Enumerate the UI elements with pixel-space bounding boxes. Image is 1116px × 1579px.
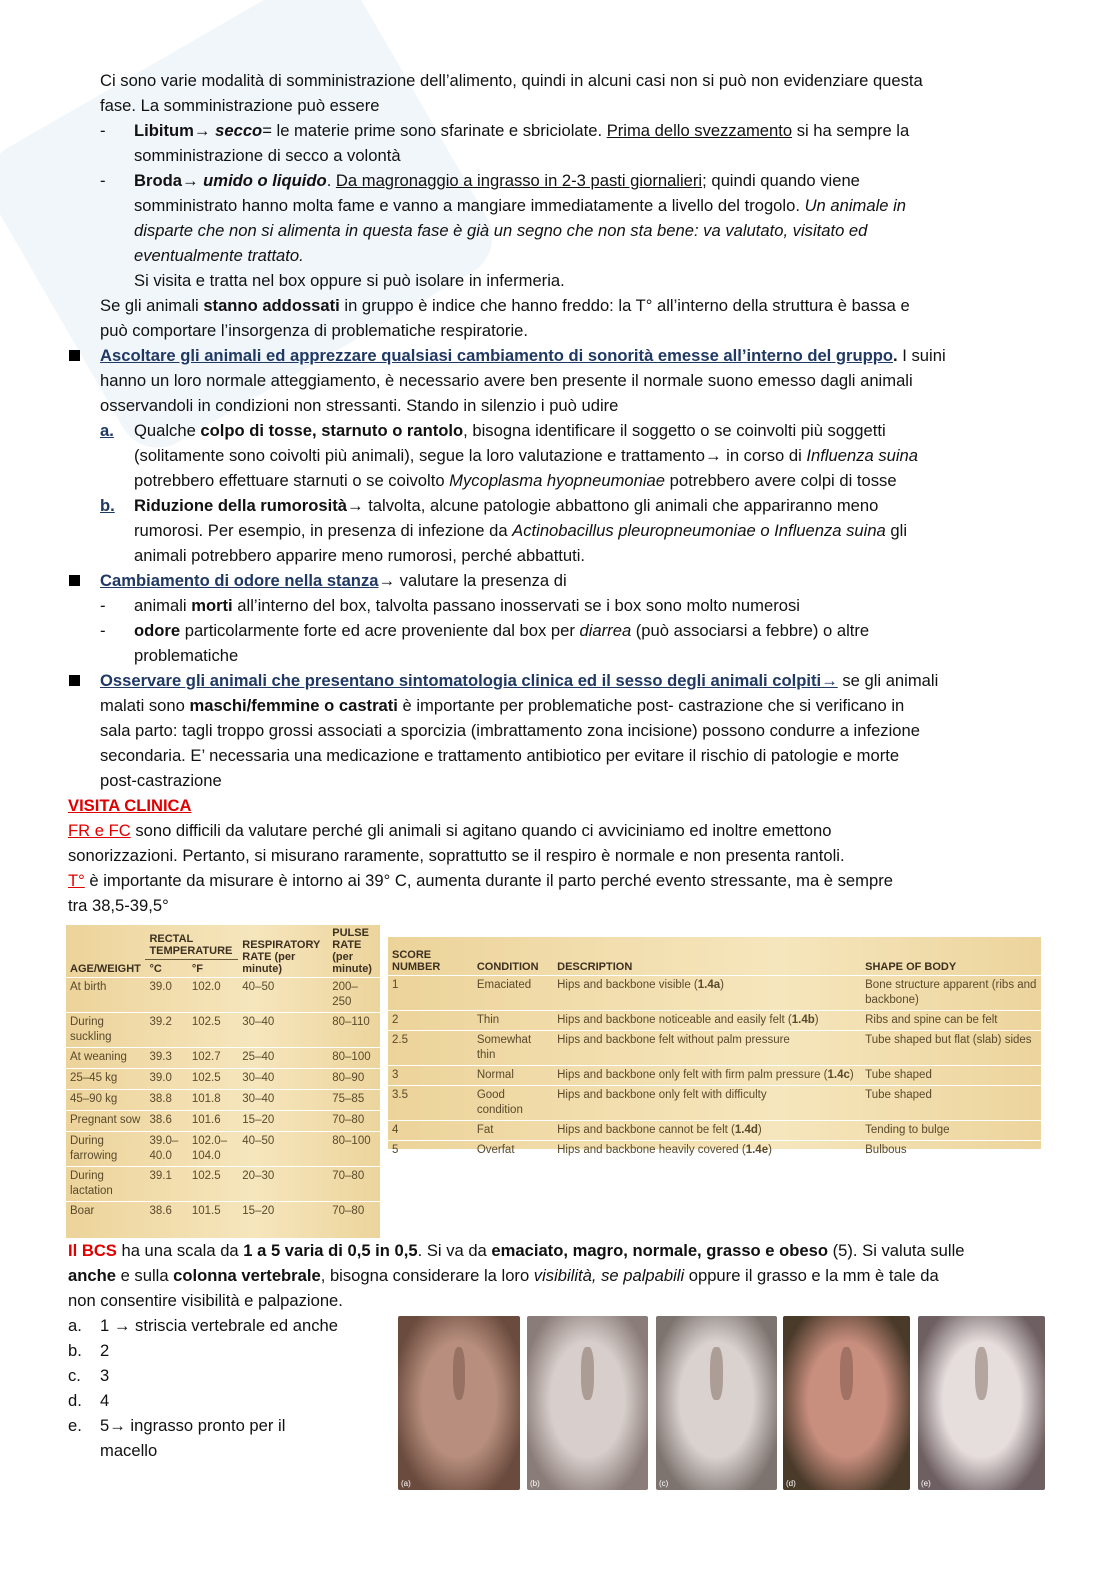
text-run: → talvolta, alcune patologie abbattono gli animali che appariranno meno — [346, 496, 879, 515]
table-cell: 39.3 — [145, 1048, 187, 1069]
text-run: rumorosi. Per esempio, in presenza di infezione da — [134, 521, 513, 540]
text-run: I suini — [897, 346, 946, 365]
table-cell: 80–100 — [328, 1048, 380, 1069]
text-line — [68, 818, 831, 843]
text-run: fase. La somministrazione può essere — [100, 96, 380, 115]
text-run: Actinobacillus pleuropneumoniae o Influenza suina — [512, 521, 886, 540]
table-cell: 38.6 — [145, 1111, 187, 1132]
tail-shape — [453, 1347, 465, 1399]
text-run: Si visita e tratta nel box oppure si può isolare in infermeria. — [134, 271, 565, 290]
text-run: somministrato hanno molta fame e vanno a mangiare immediatamente a livello del trogolo. — [134, 196, 805, 215]
text-run: disparte che non si alimenta in questa fase è già un segno che non sta bene: va valutato, visitato ed — [134, 221, 868, 240]
text-run: VISITA CLINICA — [68, 796, 192, 815]
table-cell: Bone structure apparent (ribs and backbone) — [861, 976, 1041, 1011]
text-line — [100, 1313, 338, 1338]
list-marker: a. — [100, 421, 114, 440]
text-line — [134, 643, 238, 668]
text-run: 5→ ingrasso pronto per il — [100, 1416, 286, 1435]
table-cell: Ribs and spine can be felt — [861, 1011, 1041, 1031]
text-run: ha una scala da — [116, 1241, 244, 1260]
text-line — [100, 1388, 109, 1413]
table-cell: 3 — [388, 1066, 473, 1086]
text-line — [134, 118, 909, 143]
table-row — [388, 1066, 1041, 1086]
body-condition-score-table — [388, 937, 1041, 1156]
list-marker: c. — [68, 1366, 81, 1385]
list-marker: b. — [68, 1341, 82, 1360]
text-run: animali potrebbero apparire meno rumorosi, perché abbattuti. — [134, 546, 586, 565]
text-run: → valutare la presenza di — [378, 571, 567, 590]
text-line — [100, 568, 567, 593]
photo-label: (b) — [530, 1479, 540, 1488]
text-run: Qualche — [134, 421, 201, 440]
table-cell: Fat — [473, 1121, 553, 1141]
table-cell: 3.5 — [388, 1086, 473, 1121]
table-cell: Bulbous — [861, 1141, 1041, 1161]
table-cell: 39.2 — [145, 1013, 187, 1048]
dash-marker: - — [100, 121, 106, 140]
text-run: 1 a 5 varia di 0,5 in 0,5 — [243, 1241, 418, 1260]
table-cell: 102.7 — [188, 1048, 238, 1069]
text-line — [68, 1288, 343, 1313]
text-run: post-castrazione — [100, 771, 222, 790]
text-line — [134, 193, 906, 218]
table-cell: Tending to bulge — [861, 1121, 1041, 1141]
table-cell: At birth — [66, 978, 145, 1013]
vital-signs-table — [66, 925, 380, 1238]
text-run: umido o liquido — [203, 171, 327, 190]
text-run: Mycoplasma hyopneumoniae — [449, 471, 666, 490]
text-line — [100, 393, 618, 418]
table-cell: 80–90 — [328, 1069, 380, 1090]
table-row — [66, 1167, 380, 1202]
table-cell: 200–250 — [328, 978, 380, 1013]
dash-marker: - — [100, 621, 106, 640]
text-line — [68, 793, 192, 818]
table-cell: Overfat — [473, 1141, 553, 1161]
tail-shape — [840, 1347, 853, 1399]
text-line — [100, 743, 899, 768]
table-cell: 40–50 — [238, 1132, 328, 1167]
pig-photo — [656, 1316, 777, 1490]
text-line — [100, 668, 938, 693]
table-cell: Thin — [473, 1011, 553, 1031]
text-run: T° — [68, 871, 85, 890]
table-cell: During suckling — [66, 1013, 145, 1048]
text-line — [100, 343, 946, 368]
photo-label: (d) — [786, 1479, 796, 1488]
text-line — [68, 843, 845, 868]
table-row — [388, 1011, 1041, 1031]
text-run: FR e FC — [68, 821, 131, 840]
text-line — [134, 443, 918, 468]
tail-shape — [710, 1347, 722, 1399]
pig-photo — [783, 1316, 910, 1490]
table-cell: Hips and backbone heavily covered (1.4e) — [553, 1141, 861, 1161]
text-line — [100, 1363, 109, 1388]
table-cell: 102.0–104.0 — [188, 1132, 238, 1167]
text-run: 1 → striscia vertebrale ed anche — [100, 1316, 338, 1335]
table-row — [66, 1069, 380, 1090]
tail-shape — [581, 1347, 593, 1399]
text-run: Ci sono varie modalità di somministrazione dell’alimento, quindi in alcuni casi non si può non evidenziare questa — [100, 71, 923, 90]
table-row — [388, 1086, 1041, 1121]
col-header: RECTAL TEMPERATURE — [145, 925, 238, 959]
bullet-square-icon — [69, 575, 80, 586]
text-line — [100, 68, 923, 93]
text-line — [100, 368, 913, 393]
text-run: , bisogna considerare la loro — [320, 1266, 534, 1285]
text-run: tra 38,5-39,5° — [68, 896, 169, 915]
text-run: . — [893, 346, 898, 365]
text-run: è importante da misurare è intorno ai 39° C, aumenta durante il parto perché evento stressante, ma è sempre — [84, 871, 893, 890]
text-line — [134, 593, 800, 618]
text-line — [134, 218, 867, 243]
table-cell: Tube shaped but flat (slab) sides — [861, 1031, 1041, 1066]
text-run: 3 — [100, 1366, 110, 1385]
text-run: Se gli animali — [100, 296, 204, 315]
table-cell: 39.1 — [145, 1167, 187, 1202]
text-line — [100, 293, 910, 318]
table-cell: 45–90 kg — [66, 1090, 145, 1111]
table-cell: Tube shaped — [861, 1086, 1041, 1121]
table-row — [66, 1048, 380, 1069]
text-run: Broda — [134, 171, 182, 190]
pig-photo — [918, 1316, 1045, 1490]
table-cell: Boar — [66, 1202, 145, 1223]
table-cell: Hips and backbone only felt with firm palm pressure (1.4c) — [553, 1066, 861, 1086]
col-header: SCORE NUMBER — [392, 949, 441, 973]
list-marker: e. — [68, 1416, 82, 1435]
text-line — [100, 318, 528, 343]
text-run: è importante per problematiche post- castrazione che si verificano in — [397, 696, 905, 715]
table-cell: 70–80 — [328, 1202, 380, 1223]
text-run: Il BCS — [68, 1241, 117, 1260]
text-line — [68, 1238, 965, 1263]
table-cell: 102.5 — [188, 1069, 238, 1090]
text-run: macello — [100, 1441, 158, 1460]
bullet-square-icon — [69, 350, 80, 361]
text-line — [134, 543, 585, 568]
table-cell: 20–30 — [238, 1167, 328, 1202]
col-header: AGE/WEIGHT — [70, 963, 141, 975]
table-row — [66, 978, 380, 1013]
col-header: RESPIRATORY RATE (per minute) — [242, 939, 321, 975]
photo-label: (a) — [401, 1479, 411, 1488]
text-run: secco — [215, 121, 263, 140]
text-line — [100, 1338, 109, 1363]
text-line — [134, 268, 565, 293]
text-run: (può associarsi a febbre) o altre — [631, 621, 870, 640]
text-line — [100, 718, 920, 743]
text-run: malati sono — [100, 696, 190, 715]
text-run: anche — [68, 1266, 116, 1285]
table-cell: 15–20 — [238, 1202, 328, 1223]
text-run: particolarmente forte ed acre proveniente dal box per — [180, 621, 580, 640]
table-cell: 40–50 — [238, 978, 328, 1013]
text-line — [100, 693, 904, 718]
list-marker: a. — [68, 1316, 82, 1335]
text-run: (solitamente sono coivolti più animali), segue la loro valutazione e trattamento→ in corso di — [134, 446, 807, 465]
text-run: si ha sempre la — [792, 121, 910, 140]
table-cell: Emaciated — [473, 976, 553, 1011]
table-cell: 39.0 — [145, 1069, 187, 1090]
table-cell: Normal — [473, 1066, 553, 1086]
text-run: diarrea — [579, 621, 632, 640]
text-run: e sulla — [115, 1266, 174, 1285]
text-line — [68, 893, 169, 918]
table-cell: 70–80 — [328, 1167, 380, 1202]
table-cell: 102.5 — [188, 1013, 238, 1048]
table-cell: Good condition — [473, 1086, 553, 1121]
table-cell: 15–20 — [238, 1111, 328, 1132]
text-run: . Si va da — [417, 1241, 492, 1260]
text-line — [134, 168, 860, 193]
table-cell: 30–40 — [238, 1090, 328, 1111]
col-header: PULSE RATE (per minute) — [332, 927, 372, 975]
text-line — [100, 768, 222, 793]
text-line — [134, 418, 886, 443]
text-line — [134, 143, 401, 168]
text-run: può comportare l’insorgenza di problematiche respiratorie. — [100, 321, 528, 340]
table-row — [388, 1031, 1041, 1066]
table-cell: 38.8 — [145, 1090, 187, 1111]
text-run: animali — [134, 596, 192, 615]
table-cell: Hips and backbone cannot be felt (1.4d) — [553, 1121, 861, 1141]
table-cell: 1 — [388, 976, 473, 1011]
text-run: . — [326, 171, 336, 190]
text-run: Un animale in — [804, 196, 907, 215]
text-run: potrebbero avere colpi di tosse — [665, 471, 897, 490]
table-cell: 25–45 kg — [66, 1069, 145, 1090]
section-link[interactable]: Osservare gli animali che presentano sintomatologia clinica ed il sesso degli animali colpiti→ — [100, 671, 838, 690]
text-run: emaciato, magro, normale, grasso e obeso — [491, 1241, 829, 1260]
text-run: maschi/femmine o castrati — [189, 696, 398, 715]
table-row — [66, 1202, 380, 1223]
section-link[interactable]: Ascoltare gli animali ed apprezzare qualsiasi cambiamento di sonorità emesse all’interno del gruppo — [100, 346, 894, 365]
text-line — [134, 243, 304, 268]
text-run: visibilità, se palpabili — [533, 1266, 685, 1285]
photo-label: (e) — [921, 1479, 931, 1488]
table-cell: 75–85 — [328, 1090, 380, 1111]
list-marker: b. — [100, 496, 115, 515]
text-line — [68, 868, 893, 893]
text-run: oppure il grasso e la mm è tale da — [684, 1266, 939, 1285]
table-row — [388, 1121, 1041, 1141]
list-marker: d. — [68, 1391, 82, 1410]
text-run: colpo di tosse, starnuto o rantolo — [200, 421, 464, 440]
table-row — [66, 1090, 380, 1111]
text-run: non consentire visibilità e palpazione. — [68, 1291, 343, 1310]
tail-shape — [975, 1347, 988, 1399]
text-run: in gruppo è indice che hanno freddo: la T° all’interno della struttura è bassa e — [339, 296, 910, 315]
col-header: °F — [191, 963, 203, 975]
table-cell: Pregnant sow — [66, 1111, 145, 1132]
table-cell: 25–40 — [238, 1048, 328, 1069]
text-run: potrebbero effettuare starnuti o se coivolto — [134, 471, 450, 490]
col-header: DESCRIPTION — [557, 961, 633, 973]
table-cell: 102.5 — [188, 1167, 238, 1202]
text-line — [134, 493, 878, 518]
table-cell: 70–80 — [328, 1111, 380, 1132]
table-cell: 101.6 — [188, 1111, 238, 1132]
table-row — [388, 976, 1041, 1011]
table-cell: 39.0–40.0 — [145, 1132, 187, 1167]
text-line — [134, 468, 897, 493]
text-run: colonna vertebrale — [173, 1266, 321, 1285]
text-run: problematiche — [134, 646, 239, 665]
text-run: sonorizzazioni. Pertanto, si misurano raramente, soprattutto se il respiro è normale e non presenta rantoli. — [68, 846, 845, 865]
table-cell: 30–40 — [238, 1069, 328, 1090]
text-run: secondaria. E’ necessaria una medicazione e trattamento antibiotico per evitare il rischio di patologie e morte — [100, 746, 900, 765]
table-cell: 2 — [388, 1011, 473, 1031]
text-run: 2 — [100, 1341, 110, 1360]
table-cell: 101.5 — [188, 1202, 238, 1223]
text-run: (5). Si valuta sulle — [828, 1241, 965, 1260]
dash-marker: - — [100, 171, 106, 190]
table-cell: 80–100 — [328, 1132, 380, 1167]
table-row — [66, 1132, 380, 1167]
table-cell: Hips and backbone noticeable and easily felt (1.4b) — [553, 1011, 861, 1031]
table-cell: During lactation — [66, 1167, 145, 1202]
table-row — [66, 1013, 380, 1048]
text-run: Riduzione della rumorosità — [134, 496, 347, 515]
table-cell: 38.6 — [145, 1202, 187, 1223]
text-run: morti — [191, 596, 233, 615]
table-cell: 80–110 — [328, 1013, 380, 1048]
text-run: somministrazione di secco a volontà — [134, 146, 401, 165]
table-cell: Somewhat thin — [473, 1031, 553, 1066]
text-run: = le materie prime sono sfarinate e sbriciolate. — [262, 121, 607, 140]
text-run: odore — [134, 621, 181, 640]
table-cell: 5 — [388, 1141, 473, 1161]
section-link[interactable]: Cambiamento di odore nella stanza — [100, 571, 379, 590]
text-run: sono difficili da valutare perché gli animali si agitano quando ci avviciniamo ed inoltre emettono — [130, 821, 832, 840]
dash-marker: - — [100, 596, 106, 615]
table-cell: At weaning — [66, 1048, 145, 1069]
text-run: all’interno del box, talvolta passano inosservati se i box sono molto numerosi — [232, 596, 800, 615]
text-line — [134, 518, 907, 543]
pig-photo — [398, 1316, 520, 1490]
bullet-square-icon — [69, 675, 80, 686]
table-cell: 30–40 — [238, 1013, 328, 1048]
table-cell: Hips and backbone visible (1.4a) — [553, 976, 861, 1011]
text-run: → — [193, 121, 216, 140]
table-cell: Hips and backbone felt without palm pressure — [553, 1031, 861, 1066]
text-run: gli — [885, 521, 908, 540]
col-header: CONDITION — [476, 961, 539, 973]
col-header: SHAPE OF BODY — [865, 961, 957, 973]
text-run: ; quindi quando viene — [702, 171, 860, 190]
text-run: Prima dello svezzamento — [606, 121, 793, 140]
text-run: osservandoli in condizioni non stressanti. Stando in silenzio i può udire — [100, 396, 619, 415]
col-header: °C — [149, 963, 162, 975]
table-cell: 39.0 — [145, 978, 187, 1013]
text-run: Influenza suina — [806, 446, 919, 465]
table-cell: During farrowing — [66, 1132, 145, 1167]
photo-label: (c) — [659, 1479, 669, 1488]
text-run: hanno un loro normale atteggiamento, è necessario avere ben presente il normale suono emesso dagli animali — [100, 371, 913, 390]
text-line — [100, 1413, 285, 1438]
table-cell: 4 — [388, 1121, 473, 1141]
text-line — [100, 93, 379, 118]
text-run: → — [181, 171, 204, 190]
text-run: stanno addossati — [203, 296, 340, 315]
text-line — [134, 618, 869, 643]
table-cell: 101.8 — [188, 1090, 238, 1111]
table-row — [388, 1141, 1041, 1161]
text-run: 4 — [100, 1391, 110, 1410]
table-cell: 2.5 — [388, 1031, 473, 1066]
text-line — [100, 1438, 157, 1463]
text-run: eventualmente trattato. — [134, 246, 304, 265]
text-run: Da magronaggio a ingrasso in 2-3 pasti giornalieri — [335, 171, 703, 190]
text-run: sala parto: tagli troppo grossi associati a sporcizia (imbrattamento zona incisione) possono condurre a infezione — [100, 721, 920, 740]
text-line — [68, 1263, 939, 1288]
table-cell: Hips and backbone only felt with difficulty — [553, 1086, 861, 1121]
text-run: Libitum — [134, 121, 194, 140]
table-row — [66, 1111, 380, 1132]
text-run: se gli animali — [837, 671, 939, 690]
table-cell: Tube shaped — [861, 1066, 1041, 1086]
table-cell: 102.0 — [188, 978, 238, 1013]
pig-photo — [527, 1316, 648, 1490]
text-run: , bisogna identificare il soggetto o se coinvolti più soggetti — [463, 421, 886, 440]
